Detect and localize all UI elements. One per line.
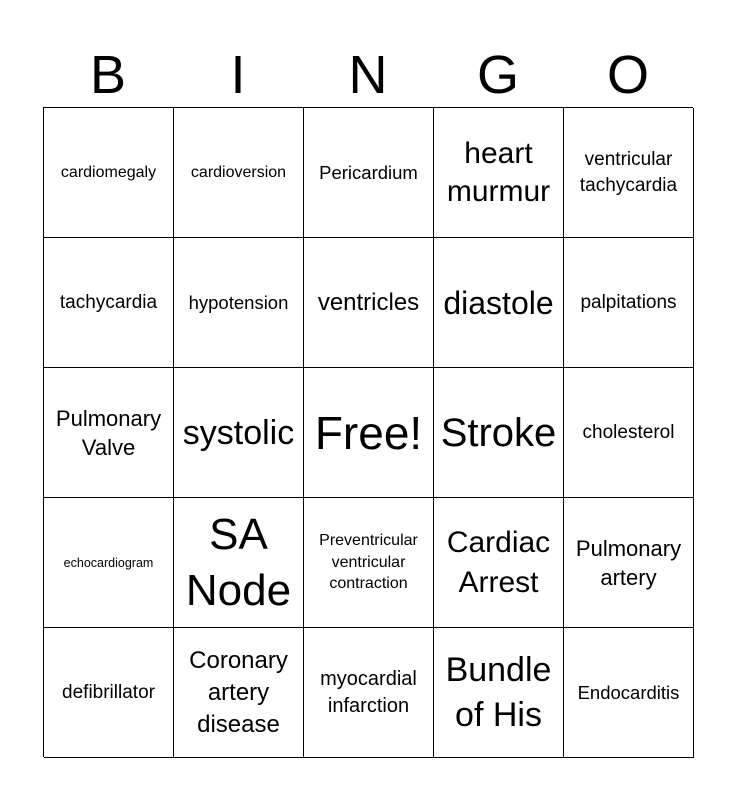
bingo-cell[interactable] [44,498,174,628]
bingo-cell[interactable] [44,108,174,238]
bingo-cell[interactable] [304,108,434,238]
header-letter-o: O [606,45,649,105]
bingo-cell[interactable] [434,498,564,628]
cell-label: palpitations [580,291,677,313]
bingo-cell[interactable] [174,238,304,368]
bingo-cell[interactable] [564,238,694,368]
cell-label: Coronary artery disease [189,646,288,738]
cell-label: hypotension [188,291,289,313]
bingo-cell[interactable] [44,368,174,498]
bingo-cell[interactable] [174,628,304,758]
bingo-cell free[interactable] [304,368,434,498]
cell-label: Pulmonary artery [575,535,682,590]
header-letter-g: G [476,45,519,105]
cell-label: Cardiac Arrest [446,525,551,599]
cell-label: echocardiogram [63,555,154,570]
cell-label: systolic [182,413,295,452]
free-space-label: Free! [314,406,423,459]
cell-label: ventricular tachycardia [579,148,678,196]
bingo-cell[interactable] [434,628,564,758]
cell-label: myocardial infarction [320,667,417,717]
cell-label: Preventricular ventricular contraction [319,532,418,593]
cell-label: Pulmonary Valve [55,405,162,460]
header-letter-n: N [348,45,388,105]
bingo-cell[interactable] [44,238,174,368]
bingo-cell[interactable] [564,108,694,238]
bingo-cell[interactable] [564,498,694,628]
bingo-cell[interactable] [174,498,304,628]
header-letter-i: I [230,45,246,105]
bingo-card-grid [43,107,693,757]
bingo-header [43,44,693,106]
cell-label: Bundle of His [445,650,552,734]
cell-label: Endocarditis [577,681,680,703]
cell-label: Pericardium [319,161,418,183]
bingo-cell[interactable] [174,368,304,498]
cell-label: diastole [443,284,554,321]
cell-label: tachycardia [59,291,158,313]
cell-label: cardioversion [190,164,287,181]
bingo-cell[interactable] [304,498,434,628]
header-letter-b: B [89,45,127,105]
cell-label: SA Node [185,509,292,615]
cell-label: ventricles [317,288,420,316]
bingo-cell[interactable] [434,368,564,498]
cell-label: heart murmur [446,136,551,208]
bingo-cell[interactable] [564,368,694,498]
bingo-cell[interactable] [564,628,694,758]
bingo-cell[interactable] [434,108,564,238]
bingo-cell[interactable] [174,108,304,238]
cell-label: cholesterol [582,421,675,443]
cell-label: cardiomegaly [60,164,157,181]
bingo-cell[interactable] [304,628,434,758]
bingo-cell[interactable] [304,238,434,368]
cell-label: defibrillator [62,681,155,703]
bingo-cell[interactable] [434,238,564,368]
cell-label: Stroke [440,410,557,455]
bingo-cell[interactable] [44,628,174,758]
